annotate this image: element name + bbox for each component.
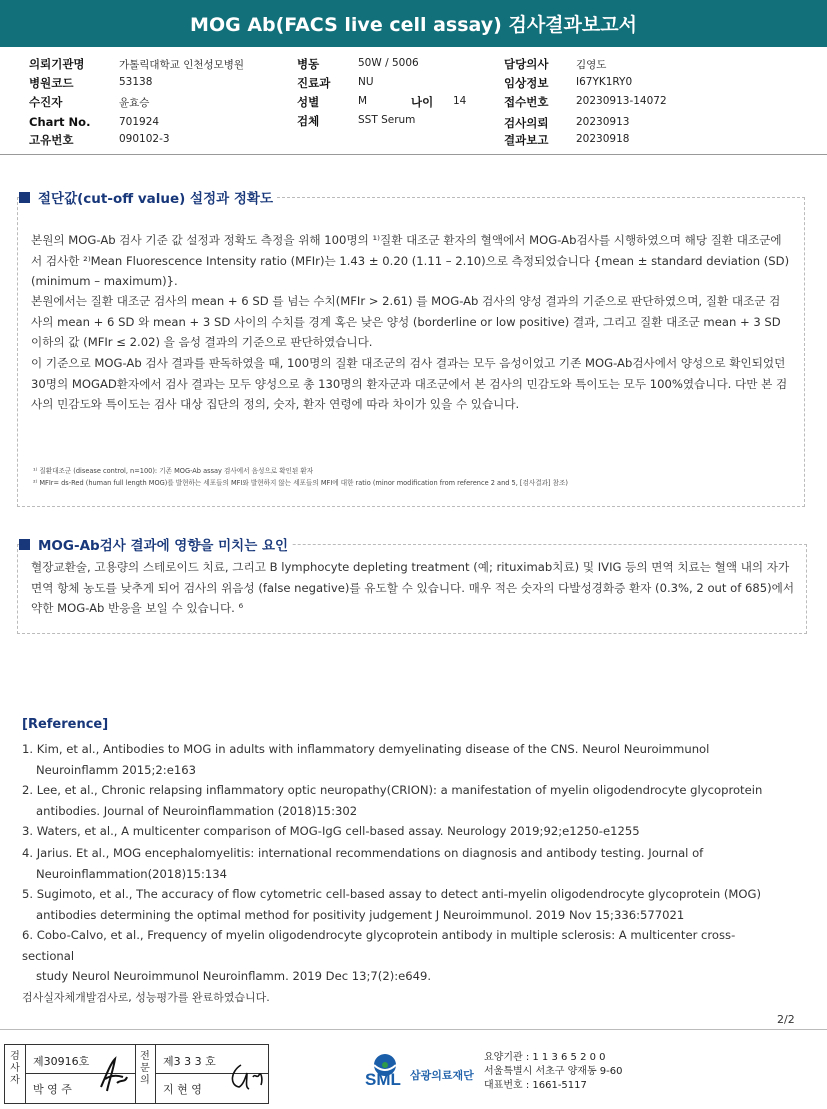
info-label: Chart No.	[29, 115, 91, 129]
info-label: 검사의뢰	[504, 116, 549, 130]
section2-title-text: MOG-Ab검사 결과에 영향을 미치는 요인	[38, 538, 289, 554]
report-title: MOG Ab(FACS live cell assay) 검사결과보고서	[0, 0, 827, 47]
reference-item	[22, 780, 802, 821]
section1-paragraph: 이 기준으로 MOG-Ab 검사 결과를 판독하였을 때, 100명의 질환 대조군의 검사 결과는 모두 음성이었고 기존 MOG-Ab검사에서 양성으로 확인되었던 30명의 MOGAD환자에서 검사 결과는 모두 양성으로 총 130명의 환자군과 대조군에서 본 검사의 민감도와 특이도는 모두 100%였습니다. 다만 본 검사의 민감도와 특이도는 검사 대상 집단의 정의, 숫자, 환자 연령에 따라 차이가 있을 수 있습니다.	[31, 356, 788, 411]
conclusion-text: 검사실자체개발검사로, 성능평가를 완료하였습니다.	[22, 991, 270, 1004]
bullet-square-icon	[19, 539, 30, 550]
reference-text: 5. Sugimoto, et al., The accuracy of flow cytometric cell-based assay to detect anti-myelin oligodendrocyte glycoprotein (MOG)	[22, 887, 762, 901]
reference-text: 6. Cobo-Calvo, et al., Frequency of myelin oligodendrocyte glycoprotein antibody in multiple sclerosis: A multicenter cross-sectional	[22, 928, 736, 963]
specialist-license: 제3 3 3 호	[163, 1055, 216, 1068]
logo-text: SML	[365, 1070, 401, 1089]
info-value: 20230913	[576, 116, 630, 128]
tester-label: 검사자	[10, 1051, 20, 1086]
info-value: 14	[453, 95, 467, 107]
tester-license: 제30916호	[33, 1055, 90, 1068]
tester-name: 박 영 주	[33, 1083, 72, 1096]
footnote: ¹⁾ 질환대조군 (disease control, n=100): 기존 MOG-Ab assay 검사에서 음성으로 확인된 환자	[33, 467, 314, 475]
info-value: NU	[358, 76, 374, 88]
specialist-name: 지 현 영	[163, 1083, 202, 1096]
footnote: ²⁾ MFIr= ds-Red (human full length MOG)를 발현하는 세포들의 MFI와 발현하지 않는 세포들의 MFI에 대한 ratio (minor modification from reference 2 and 5, [검사결과] 참조)	[33, 479, 568, 487]
info-value: 701924	[119, 116, 160, 128]
reference-item	[22, 884, 802, 925]
reference-title: [Reference]	[22, 717, 109, 732]
reference-text-cont: antibodies. Journal of Neuroinflammation (2018)15:302	[36, 803, 358, 818]
info-value: 20230918	[576, 133, 630, 145]
info-value: I67YK1RY0	[576, 76, 633, 88]
reference-text-cont: Neuroinflamm 2015;2:e163	[36, 762, 196, 777]
bullet-square-icon	[19, 192, 30, 203]
info-label: 의뢰기관명	[29, 57, 85, 71]
specialist-label: 전문의	[140, 1051, 150, 1086]
specialist-signature	[227, 1059, 265, 1095]
reference-item	[22, 843, 802, 884]
reference-text: 2. Lee, et al., Chronic relapsing inflammatory optic neuropathy(CRION): a manifestation of myelin oligodendrocyte glycoprotein	[22, 783, 763, 797]
section1-title	[19, 187, 277, 207]
info-value: 53138	[119, 76, 153, 88]
info-label: 병원코드	[29, 76, 74, 90]
info-label: 진료과	[297, 76, 331, 90]
info-label: 고유번호	[29, 133, 74, 147]
info-value: 윤효승	[119, 97, 150, 109]
reference-text: 3. Waters, et al., A multicenter comparison of MOG-IgG cell-based assay. Neurology 2019;92;e1250-e1255	[22, 824, 640, 838]
patient-info	[0, 47, 827, 155]
reference-text-cont: study Neurol Neuroimmunol Neuroinflamm. 2019 Dec 13;7(2):e649.	[36, 969, 432, 983]
info-value: SST Serum	[358, 114, 416, 126]
reference-item	[22, 925, 742, 987]
org-code: 요양기관 : 1 1 3 6 5 2 0 0	[484, 1052, 606, 1063]
org-address: 서울특별시 서초구 양재동 9-60	[484, 1066, 623, 1077]
section1-paragraph: 본원의 MOG-Ab 검사 기준 값 설정과 정확도 측정을 위해 100명의 ¹⁾질환 대조군 환자의 혈액에서 MOG-Ab검사를 시행하였으며 해당 질환 대조군에서 검사한 ²⁾Mean Fluorescence Intensity ratio (MFIr)는 1.43 ± 0.20 (1.11 – 2.10)으로 측정되었습니다 {mean ± standard deviation (SD) (minimum – maximum)}.	[31, 233, 790, 288]
info-label: 성별	[297, 95, 320, 109]
info-value: 50W / 5006	[358, 57, 419, 69]
info-label: 임상정보	[504, 76, 549, 90]
organization-name: 삼광의료재단	[410, 1069, 474, 1082]
section2-title	[19, 534, 292, 554]
info-label: 나이	[411, 95, 434, 109]
info-label: 수진자	[29, 95, 63, 109]
reference-item	[22, 821, 802, 842]
section1-title-text: 절단값(cut-off value) 설정과 정확도	[38, 191, 273, 207]
info-value: M	[358, 95, 368, 107]
reference-text-cont: antibodies determining the optimal method for positivity judgement J Neuroimmunol. 2019 Nov 15;336:577021	[36, 907, 685, 922]
tester-signature	[97, 1053, 131, 1097]
info-value: 090102-3	[119, 133, 170, 145]
org-phone: 대표번호 : 1661-5117	[484, 1080, 587, 1091]
reference-text: 1. Kim, et al., Antibodies to MOG in adults with inflammatory demyelinating disease of the CNS. Neurol Neuroimmunol	[22, 742, 710, 756]
info-label: 검체	[297, 114, 320, 128]
reference-text: 4. Jarius. Et al., MOG encephalomyelitis: international recommendations on diagnosis and antibody testing. Journal of	[22, 846, 704, 860]
signature-box	[4, 1044, 269, 1104]
info-label: 병동	[297, 57, 320, 71]
info-label: 접수번호	[504, 95, 549, 109]
info-value: 가톨릭대학교 인천성모병원	[119, 59, 245, 71]
reference-text-cont: Neuroinflammation(2018)15:134	[36, 866, 227, 881]
info-label: 담당의사	[504, 57, 549, 71]
info-value: 김영도	[576, 59, 607, 71]
reference-item	[22, 739, 802, 780]
section1-paragraph: 본원에서는 질환 대조군 검사의 mean + 6 SD 를 넘는 수치(MFIr > 2.61) 를 MOG-Ab 검사의 양성 결과의 기준으로 판단하였으며, 질환 대조군 검사의 mean + 6 SD 와 mean + 3 SD 사이의 수치를 경계 혹은 낮은 양성 (borderline or low positive) 결과, 그리고 질환 대조군 mean + 3 SD 이하의 값 (MFIr ≤ 2.02) 을 음성 결과의 기준으로 판단하였습니다.	[31, 294, 781, 349]
info-value: 20230913-14072	[576, 95, 667, 107]
info-label: 결과보고	[504, 133, 549, 147]
organization-address	[484, 1051, 623, 1093]
section2-paragraph: 혈장교환술, 고용량의 스테로이드 치료, 그리고 B lymphocyte depleting treatment (예; rituximab치료) 및 IVIG 등의 면역 치료는 혈액 내의 자가면역 항체 농도를 낮추게 되어 검사의 위음성 (false negative)를 유도할 수 있습니다. 매우 적은 숫자의 다발성경화증 환자 (0.3%, 2 out of 685)에서 약한 MOG-Ab 반응을 보일 수 있습니다. ⁶	[31, 560, 795, 615]
page-number: 2/2	[777, 1013, 795, 1026]
